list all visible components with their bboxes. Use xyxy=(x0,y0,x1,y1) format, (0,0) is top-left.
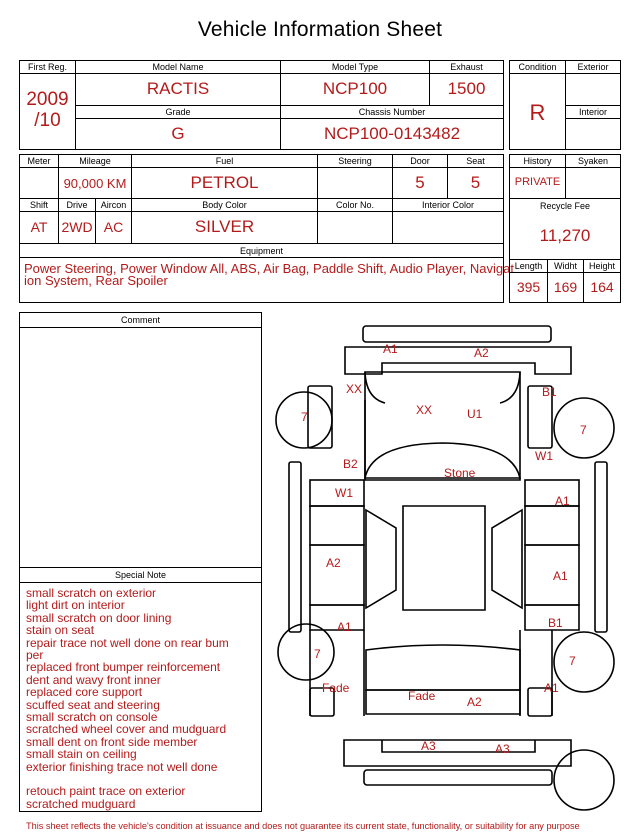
exterior-label: Exterior xyxy=(577,62,609,72)
left-rear-door xyxy=(310,545,364,605)
chassis-number-label: Chassis Number xyxy=(358,107,426,117)
damage-mark: W1 xyxy=(335,486,353,500)
damage-mark: A3 xyxy=(495,742,510,756)
damage-mark: Stone xyxy=(444,466,476,480)
list-item: dent and wavy front inner xyxy=(26,672,161,687)
right-pillar-window xyxy=(492,510,522,608)
width-value: 169 xyxy=(553,279,578,295)
drive-label: Drive xyxy=(66,200,88,210)
length-label: Length xyxy=(514,261,543,271)
left-front-door xyxy=(310,506,364,545)
damage-mark: A1 xyxy=(555,494,570,508)
list-item: small scratch on exterior xyxy=(26,586,157,600)
rear-window xyxy=(366,645,520,690)
chassis-number-value: NCP100-0143482 xyxy=(323,124,461,143)
comment-label: Comment xyxy=(120,315,160,325)
door-value: 5 xyxy=(415,173,425,192)
front-left-fender xyxy=(308,386,332,448)
damage-mark: Fade xyxy=(408,689,436,703)
aircon-label: Aircon xyxy=(100,200,127,210)
list-item: repair trace not well done on rear bum xyxy=(26,635,229,650)
meter-label: Meter xyxy=(27,156,51,166)
list-item: replaced front bumper reinforcement xyxy=(26,660,221,675)
damage-mark: U1 xyxy=(467,407,483,421)
damage-mark: A2 xyxy=(326,556,341,570)
recycle-fee-value: 11,270 xyxy=(539,226,591,245)
height-label: Height xyxy=(588,261,615,271)
left-pillar-window xyxy=(366,510,396,608)
comment-box xyxy=(19,312,262,568)
color-no-label: Color No. xyxy=(335,200,374,210)
list-item: retouch paint trace on exterior xyxy=(26,784,186,799)
mileage-value: 90,000 KM xyxy=(63,176,127,191)
door-label: Door xyxy=(410,156,430,166)
damage-mark: B2 xyxy=(343,457,358,471)
rear-bumper-lower xyxy=(364,770,552,785)
damage-mark: A1 xyxy=(544,681,559,695)
rear-tailgate xyxy=(366,690,520,714)
page-title: Vehicle Information Sheet xyxy=(197,18,443,41)
damage-mark: B1 xyxy=(542,385,557,399)
shift-label: Shift xyxy=(29,200,48,210)
damage-mark: A1 xyxy=(383,342,398,356)
seat-label: Seat xyxy=(466,156,485,166)
mileage-label: Mileage xyxy=(79,156,111,166)
damage-mark: Fade xyxy=(322,681,350,695)
damage-mark: W1 xyxy=(535,449,553,463)
recycle-fee-label: Recycle Fee xyxy=(539,201,591,211)
special-note-label: Special Note xyxy=(114,570,167,580)
spare-tire xyxy=(554,750,614,810)
body-color-label: Body Color xyxy=(202,200,247,210)
list-item: per xyxy=(26,648,44,663)
front-hood-bar xyxy=(345,347,571,374)
car-damage-diagram xyxy=(268,318,628,818)
right-side-skirt xyxy=(595,462,607,632)
list-item: small dent on front side member xyxy=(26,734,198,749)
list-item: scratched wheel cover and mudguard xyxy=(26,722,227,737)
interior-color-label: Interior Color xyxy=(421,200,475,210)
list-item: scuffed seat and steering xyxy=(26,697,160,712)
list-item: light dirt on interior xyxy=(26,598,125,613)
damage-mark: A2 xyxy=(467,695,482,709)
disclaimer-footer: This sheet reflects the vehicle's condition at issuance and does not guarantee its current state, functionality, or suitability for any purpose xyxy=(26,821,580,831)
damage-mark: A3 xyxy=(421,739,436,753)
interior-label: Interior xyxy=(578,107,607,117)
model-name-label: Model Name xyxy=(152,62,204,72)
windshield xyxy=(365,443,520,478)
aircon-value: AC xyxy=(103,219,124,235)
equipment-label: Equipment xyxy=(239,246,284,256)
grade-label: Grade xyxy=(165,107,191,117)
first-reg-label: First Reg. xyxy=(27,62,67,72)
history-value: PRIVATE xyxy=(514,176,561,188)
headlight-left xyxy=(365,372,385,403)
list-item: small scratch on console xyxy=(26,710,158,725)
headlight-right xyxy=(500,372,520,403)
equipment-line-2: ion System, Rear Spoiler xyxy=(24,273,168,288)
history-label: History xyxy=(523,156,552,166)
roof xyxy=(403,506,485,610)
drive-value: 2WD xyxy=(61,219,93,235)
length-value: 395 xyxy=(516,279,541,295)
tire-rear-left xyxy=(278,624,334,680)
tire-rear-right xyxy=(554,632,614,692)
rear-bumper xyxy=(344,740,571,766)
right-front-fender-panel xyxy=(525,480,579,506)
list-item: replaced core support xyxy=(26,685,143,700)
model-type-label: Model Type xyxy=(331,62,379,72)
damage-mark: 7 xyxy=(580,423,587,437)
damage-mark: A1 xyxy=(337,620,352,634)
fuel-value: PETROL xyxy=(190,173,259,192)
shift-value: AT xyxy=(30,219,48,235)
damage-mark: XX xyxy=(416,403,433,417)
model-type-value: NCP100 xyxy=(322,79,388,98)
damage-mark: 7 xyxy=(569,654,576,668)
body-color-value: SILVER xyxy=(194,217,255,236)
list-item: small scratch on door lining xyxy=(26,610,172,625)
list-item: exterior finishing trace not well done xyxy=(26,759,218,774)
special-note-list xyxy=(26,587,260,810)
damage-mark: XX xyxy=(346,382,363,396)
seat-value: 5 xyxy=(470,173,481,192)
steering-label: Steering xyxy=(338,156,372,166)
first-reg-year: 2009 xyxy=(26,89,69,110)
list-item: scratched mudguard xyxy=(26,796,136,811)
damage-mark: B1 xyxy=(548,616,563,630)
rear-lamps xyxy=(382,740,535,752)
left-side-skirt xyxy=(289,462,301,632)
right-rear-door xyxy=(525,545,579,605)
grade-value: G xyxy=(171,124,185,143)
list-item: stain on seat xyxy=(26,623,95,638)
equipment-line-1: Power Steering, Power Window All, ABS, Air Bag, Paddle Shift, Audio Player, Navigat xyxy=(24,261,514,276)
width-label: Widht xyxy=(553,261,577,271)
condition-value: R xyxy=(529,100,546,125)
damage-mark: 7 xyxy=(301,410,308,424)
first-reg-month: /10 xyxy=(34,110,61,131)
exhaust-value: 1500 xyxy=(447,79,486,98)
exhaust-label: Exhaust xyxy=(450,62,483,72)
right-front-door xyxy=(525,506,579,545)
condition-label: Condition xyxy=(518,62,557,72)
syaken-label: Syaken xyxy=(577,156,609,166)
front-body xyxy=(365,372,520,480)
model-name-value: RACTIS xyxy=(146,79,210,98)
list-item: small stain on ceiling xyxy=(26,747,137,762)
front-bumper xyxy=(363,326,551,342)
damage-mark: A1 xyxy=(553,569,568,583)
height-value: 164 xyxy=(590,279,614,295)
damage-mark: 7 xyxy=(314,647,321,661)
fuel-label: Fuel xyxy=(215,156,234,166)
damage-mark: A2 xyxy=(474,346,489,360)
